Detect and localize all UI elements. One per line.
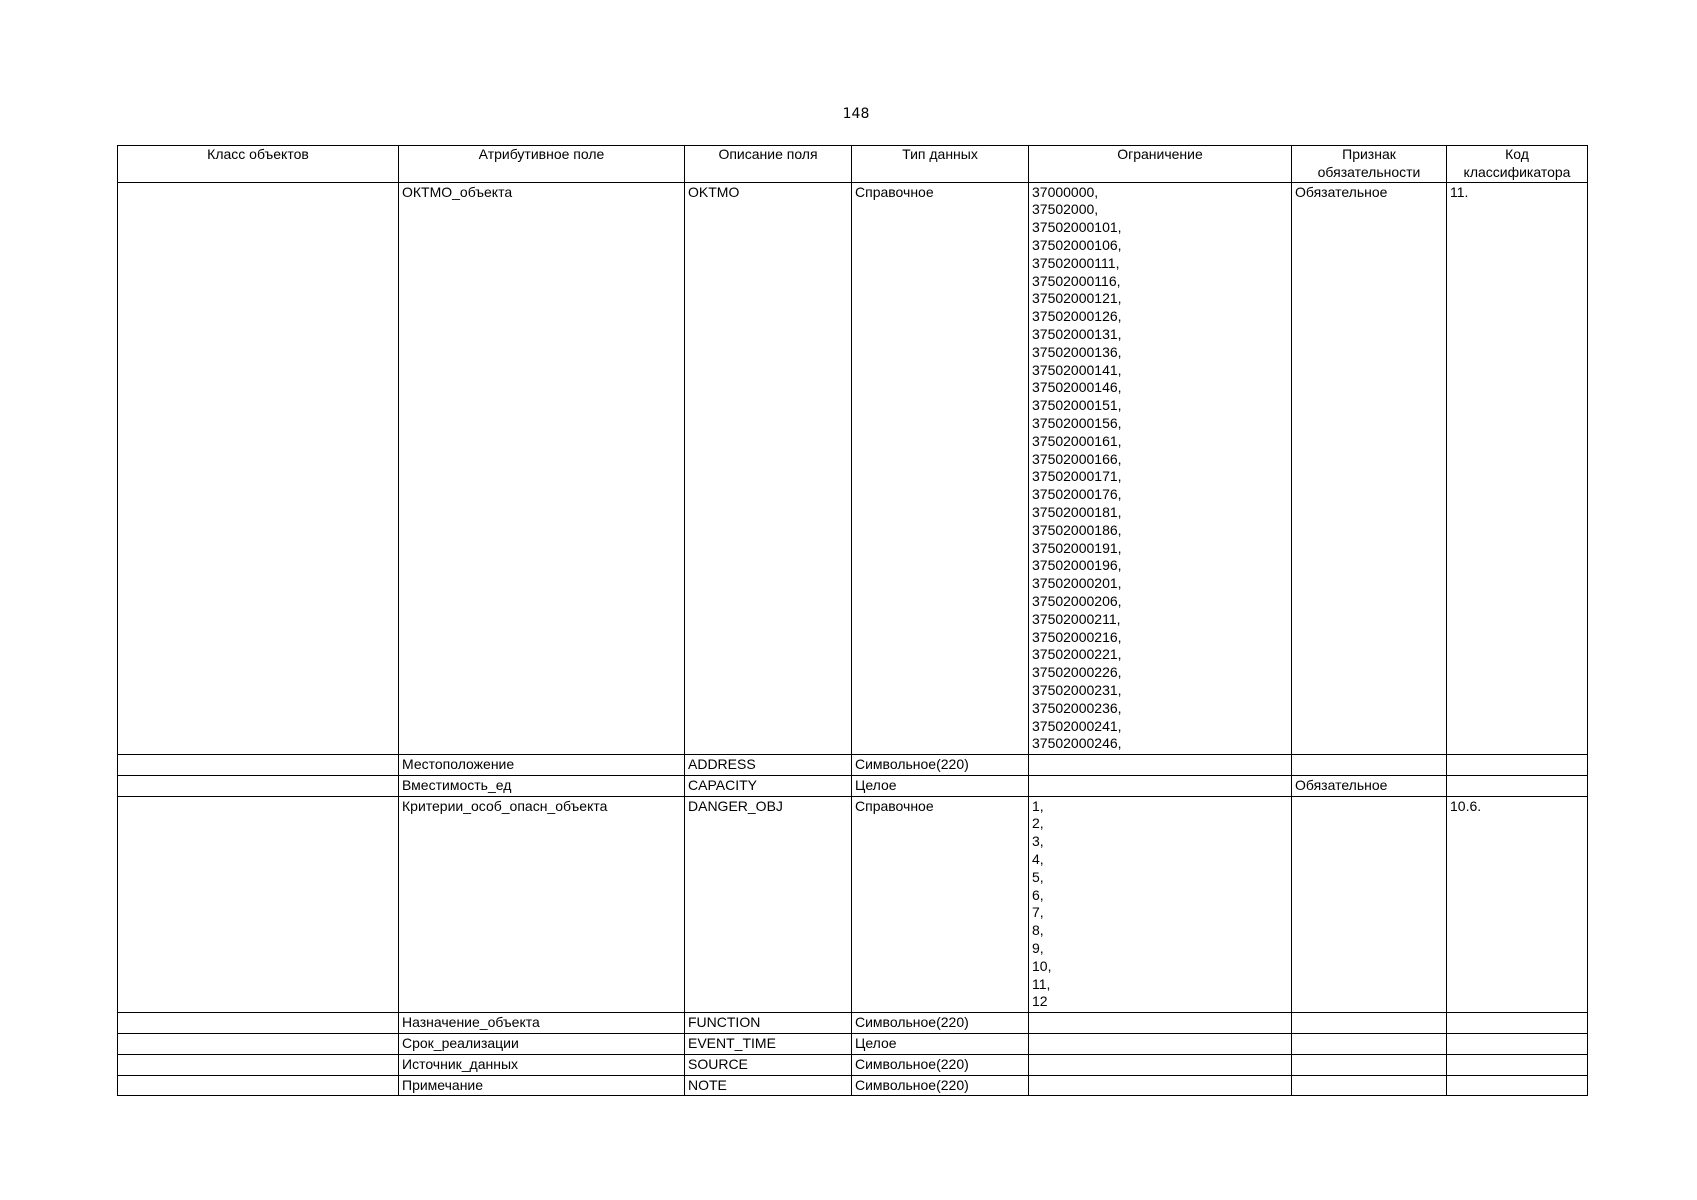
- cell-restriction: [1029, 775, 1292, 796]
- cell-restriction: [1029, 1013, 1292, 1034]
- cell-required-flag: [1292, 755, 1447, 776]
- attribute-table: [117, 145, 1588, 1096]
- header-restriction: Ограничение: [1029, 146, 1292, 183]
- cell-classifier-code: [1447, 1034, 1588, 1055]
- cell-field-description: CAPACITY: [685, 775, 852, 796]
- cell-classifier-code: 11.: [1447, 182, 1588, 755]
- cell-data-type: Целое: [852, 1034, 1029, 1055]
- cell-object-class: [118, 1054, 399, 1075]
- table-row: [118, 182, 1588, 755]
- cell-restriction: [1029, 1054, 1292, 1075]
- cell-attribute-field: Вместимость_ед: [399, 775, 685, 796]
- cell-classifier-code: [1447, 775, 1588, 796]
- cell-field-description: NOTE: [685, 1075, 852, 1096]
- cell-restriction: [1029, 1034, 1292, 1055]
- header-data-type: Тип данных: [852, 146, 1029, 183]
- table-row: [118, 1075, 1588, 1096]
- cell-classifier-code: 10.6.: [1447, 796, 1588, 1013]
- cell-object-class: [118, 796, 399, 1013]
- cell-restriction: [1029, 755, 1292, 776]
- header-required-flag: Признак обязательности: [1292, 146, 1447, 183]
- cell-object-class: [118, 775, 399, 796]
- header-field-description: Описание поля: [685, 146, 852, 183]
- cell-classifier-code: [1447, 755, 1588, 776]
- page-number: 148: [842, 106, 870, 122]
- table-row: [118, 796, 1588, 1013]
- table-row: [118, 1054, 1588, 1075]
- cell-object-class: [118, 1075, 399, 1096]
- cell-attribute-field: ОКТМО_объекта: [399, 182, 685, 755]
- header-classifier-code: Код классификатора: [1447, 146, 1588, 183]
- cell-field-description: EVENT_TIME: [685, 1034, 852, 1055]
- cell-restriction: [1029, 1075, 1292, 1096]
- cell-object-class: [118, 1013, 399, 1034]
- cell-required-flag: [1292, 796, 1447, 1013]
- header-attribute-field: Атрибутивное поле: [399, 146, 685, 183]
- cell-data-type: Символьное(220): [852, 755, 1029, 776]
- cell-required-flag: Обязательное: [1292, 182, 1447, 755]
- cell-data-type: Символьное(220): [852, 1075, 1029, 1096]
- cell-attribute-field: Срок_реализации: [399, 1034, 685, 1055]
- cell-attribute-field: Источник_данных: [399, 1054, 685, 1075]
- cell-object-class: [118, 182, 399, 755]
- table-row: [118, 1034, 1588, 1055]
- cell-attribute-field: Критерии_особ_опасн_объекта: [399, 796, 685, 1013]
- table-row: [118, 775, 1588, 796]
- cell-restriction: 1, 2, 3, 4, 5, 6, 7, 8, 9, 10, 11, 12: [1029, 796, 1292, 1013]
- cell-required-flag: [1292, 1034, 1447, 1055]
- cell-object-class: [118, 755, 399, 776]
- cell-field-description: ADDRESS: [685, 755, 852, 776]
- cell-field-description: SOURCE: [685, 1054, 852, 1075]
- cell-object-class: [118, 1034, 399, 1055]
- table-header-row: [118, 146, 1588, 183]
- table-row: [118, 755, 1588, 776]
- cell-classifier-code: [1447, 1013, 1588, 1034]
- cell-attribute-field: Назначение_объекта: [399, 1013, 685, 1034]
- cell-required-flag: [1292, 1013, 1447, 1034]
- cell-restriction: 37000000, 37502000, 37502000101, 37502000106, 37502000111, 37502000116, 37502000121, 37502000126, 37502000131, 37502000136, 37502000141, 37502000146, 37502000151, 37502000156, 37502000161, 37502000166, 37502000171, 37502000176, 37502000181, 37502000186, 37502000191, 37502000196, 37502000201, 37502000206, 37502000211, 37502000216, 37502000221, 37502000226, 37502000231, 37502000236, 37502000241, 37502000246,: [1029, 182, 1292, 755]
- cell-attribute-field: Примечание: [399, 1075, 685, 1096]
- cell-field-description: OKTMO: [685, 182, 852, 755]
- cell-required-flag: Обязательное: [1292, 775, 1447, 796]
- cell-field-description: DANGER_OBJ: [685, 796, 852, 1013]
- cell-data-type: Символьное(220): [852, 1054, 1029, 1075]
- table-row: [118, 1013, 1588, 1034]
- header-object-class: Класс объектов: [118, 146, 399, 183]
- cell-data-type: Справочное: [852, 796, 1029, 1013]
- cell-attribute-field: Местоположение: [399, 755, 685, 776]
- cell-classifier-code: [1447, 1075, 1588, 1096]
- cell-field-description: FUNCTION: [685, 1013, 852, 1034]
- cell-data-type: Символьное(220): [852, 1013, 1029, 1034]
- cell-required-flag: [1292, 1075, 1447, 1096]
- cell-classifier-code: [1447, 1054, 1588, 1075]
- cell-data-type: Справочное: [852, 182, 1029, 755]
- cell-required-flag: [1292, 1054, 1447, 1075]
- cell-data-type: Целое: [852, 775, 1029, 796]
